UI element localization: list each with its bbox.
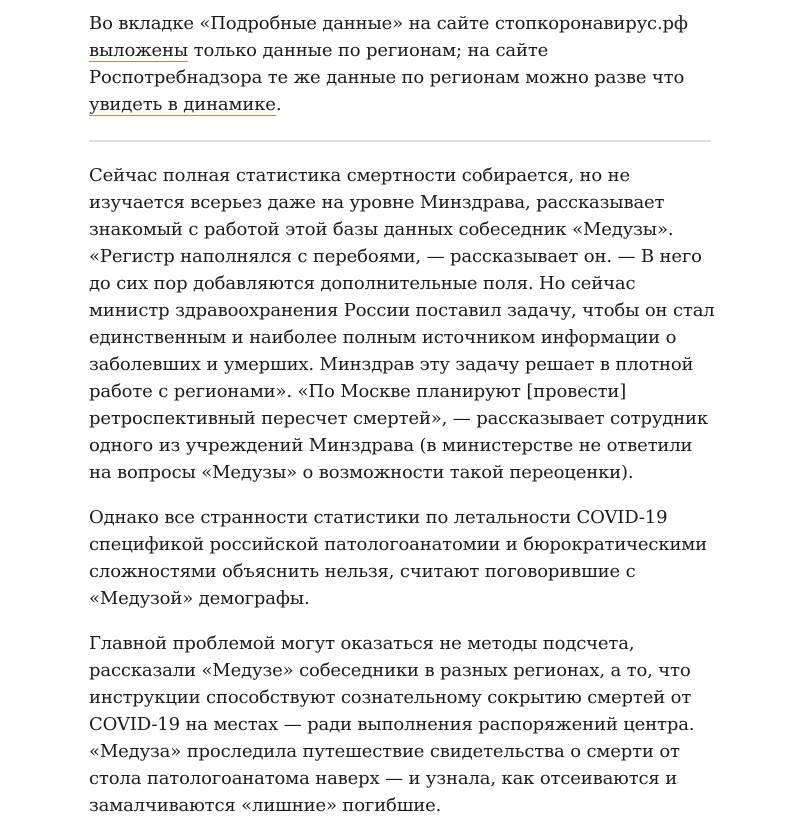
article-body (89, 10, 719, 819)
link-published[interactable]: выложены (89, 40, 189, 61)
section-divider (89, 140, 711, 142)
link-see-dynamics[interactable]: увидеть в динамике (89, 94, 276, 115)
intro-text-1: Во вкладке «Подробные данные» на сайте стопкоронавирус.рф (89, 13, 688, 34)
paragraph-main-problem: Главной проблемой могут оказаться не методы подсчета, рассказали «Медузе» собеседники в разных регионах, а то, что инструкции способствуют сознательному сокрытию смертей от COVID-19 на местах — ради выполнения распоряжений центра. «Медуза» проследила путешествие свидетельства о смерти от стола патологоанатома наверх — и узнала, как отсеиваются и замалчиваются «лишние» погибшие. (89, 633, 695, 816)
paragraph-mortality-statistics: Сейчас полная статистика смертности собирается, но не изучается всерьез даже на уровне Минздрава, рассказывает знакомый с работой этой базы данных собеседник «Медузы». «Регистр наполнялся с перебоями, — рассказывает он. — В него до сих пор добавляются дополнительные поля. Но сейчас министр здравоохранения России поставил задачу, чтобы он стал единственным и наиболее полным источником информации о заболевших и умерших. Минздрав эту задачу решает в плотной работе с регионами». «По Москве планируют [провести] ретроспективный пересчет смертей», — рассказывает сотрудник одного из учреждений Минздрава (в министерстве не ответили на вопросы «Медузы» о возможности такой переоценки). (89, 165, 715, 483)
intro-paragraph (89, 10, 719, 118)
intro-text-3: . (275, 94, 282, 115)
paragraph-covid-lethality: Однако все странности статистики по летальности COVID-19 спецификой российской патологоанатомии и бюрократическими сложностями объяснить нельзя, считают поговорившие с «Медузой» демографы. (89, 507, 708, 609)
intro-text-2: только данные по регионам; на сайте Роспотребнадзора те же данные по регионам можно разве что (89, 40, 685, 88)
